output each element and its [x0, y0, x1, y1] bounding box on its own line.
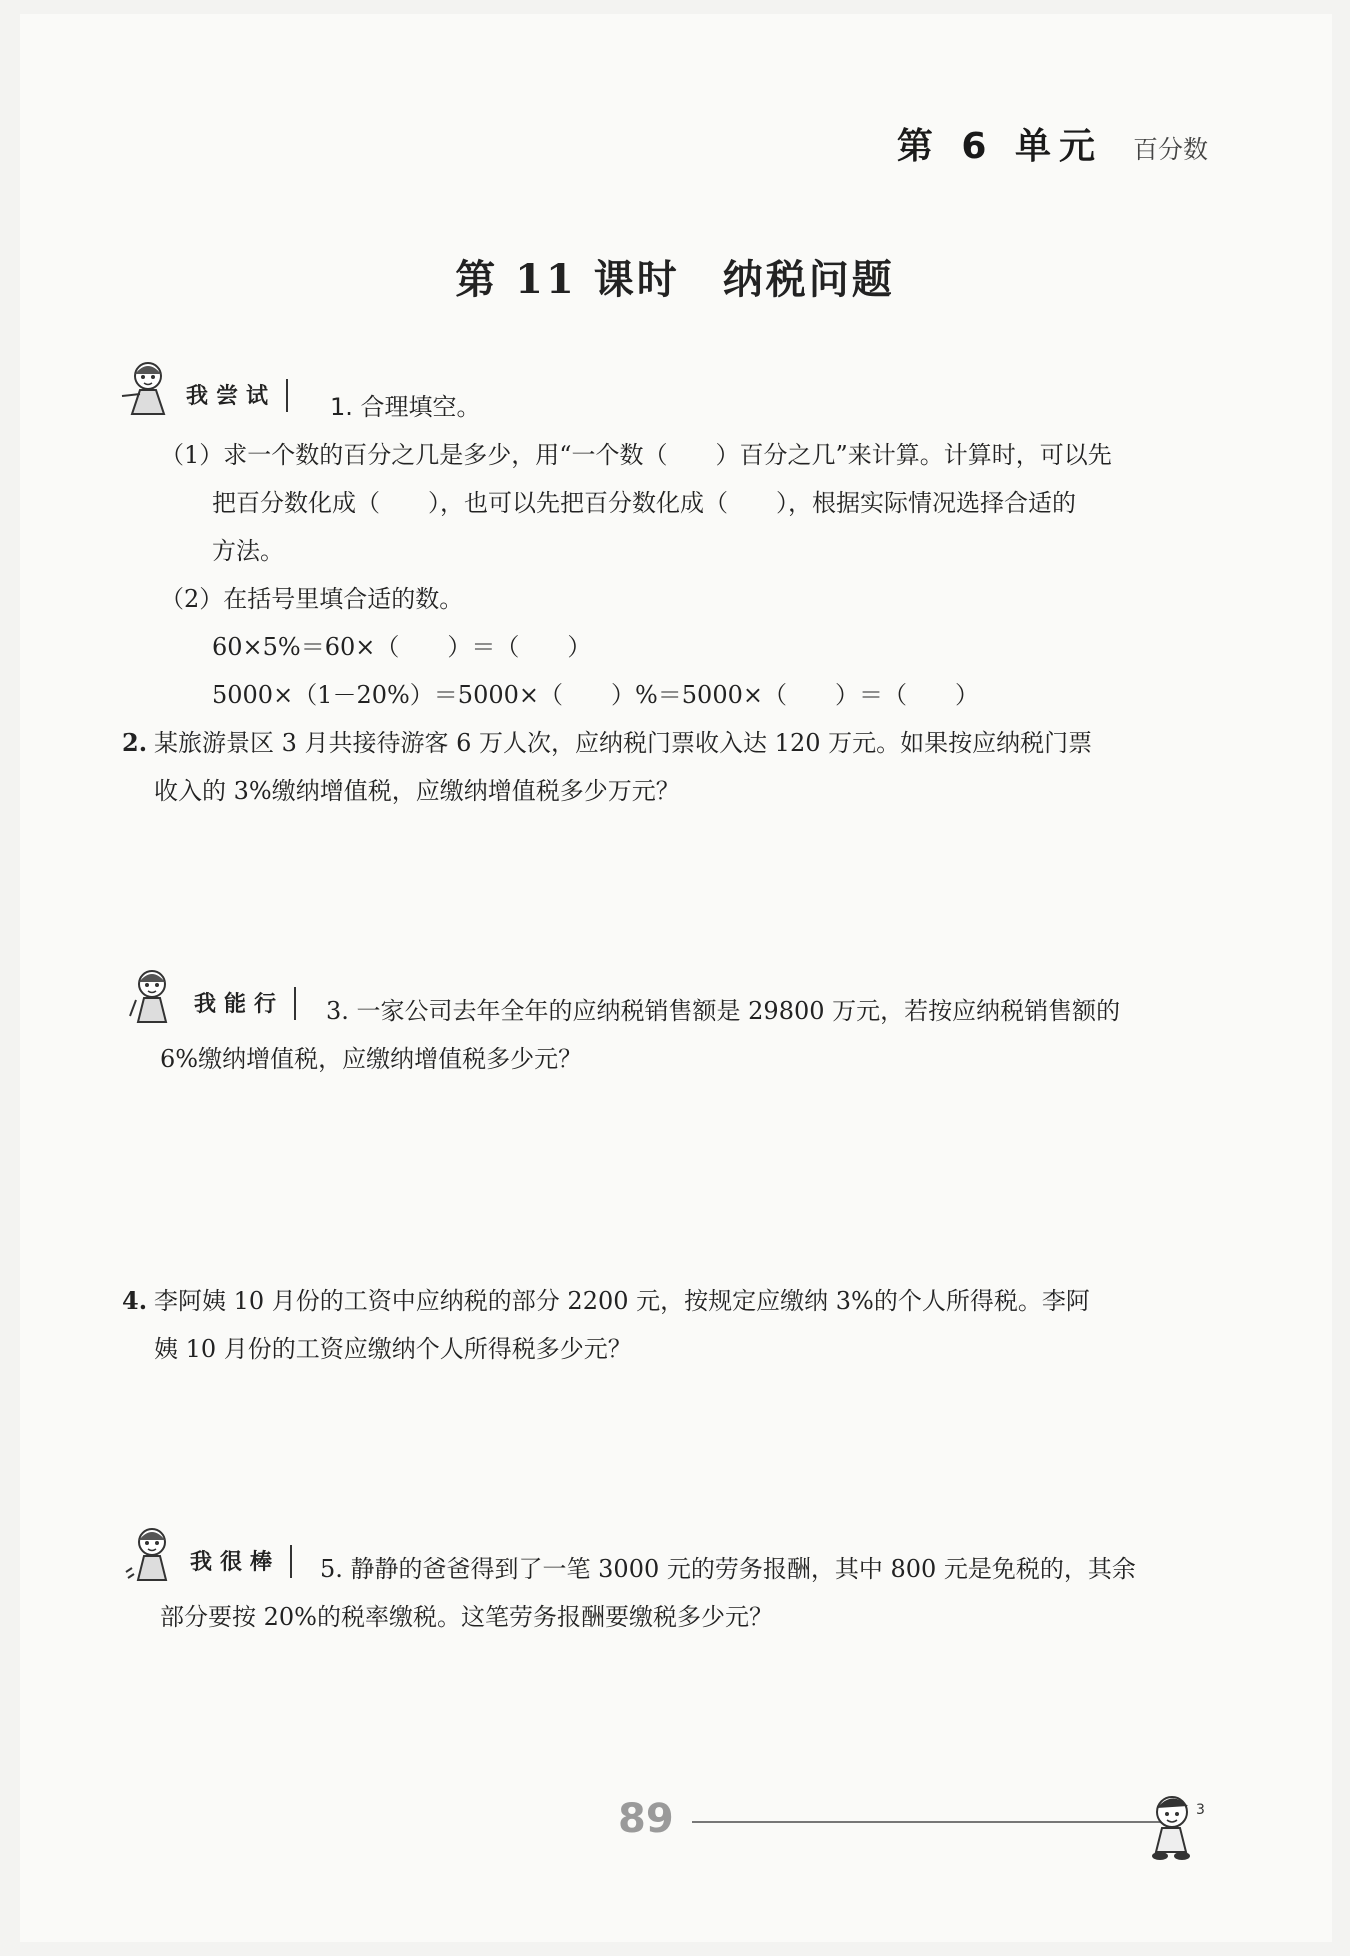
boy-mascot-icon	[1142, 1790, 1208, 1862]
page-footer	[618, 1796, 1162, 1842]
q3-line1: 3. 一家公司去年全年的应纳税销售额是 29800 万元，若按应纳税销售额的	[326, 997, 1121, 1025]
q4-number: 4.	[122, 1286, 148, 1315]
q5-line2: 部分要按 20%的税率缴税。这笔劳务报酬要缴税多少元？	[160, 1603, 773, 1631]
girl-mascot-icon	[118, 356, 182, 420]
girl-mascot-icon	[126, 964, 190, 1028]
unit-title: 第 6 单元	[889, 118, 1111, 175]
q1-part1-line3: 方法。	[212, 537, 284, 565]
q1-part2-equation2: 5000×（1－20%）＝5000×（ ）%＝5000×（ ）＝（ ）	[212, 681, 979, 709]
section-try	[118, 356, 288, 420]
q1-part2-equation1: 60×5%＝60×（ ）＝（ ）	[212, 633, 592, 661]
q1-part2-title: （2）在括号里填合适的数。	[160, 585, 464, 613]
q1-part1-line1: （1）求一个数的百分之几是多少，用“一个数（ ）百分之几”来计算。计算时，可以先	[160, 441, 1112, 469]
section-can	[126, 964, 296, 1028]
unit-header	[889, 118, 1208, 175]
lesson-title: 第 11 课时 纳税问题	[455, 256, 895, 303]
q5-line1: 5. 静静的爸爸得到了一笔 3000 元的劳务报酬，其中 800 元是免税的，其余	[320, 1555, 1136, 1583]
q2-line2: 收入的 3%缴纳增值税，应缴纳增值税多少万元？	[154, 777, 680, 805]
q4-line1: 李阿姨 10 月份的工资中应纳税的部分 2200 元，按规定应缴纳 3%的个人所得税。李阿	[154, 1287, 1090, 1315]
footer-rule	[692, 1821, 1162, 1823]
footer-mascot-mark: 3	[1196, 1802, 1205, 1818]
section-label-try: 我尝试	[178, 379, 288, 412]
q2-line1: 某旅游景区 3 月共接待游客 6 万人次，应纳税门票收入达 120 万元。如果按应纳税门票	[154, 729, 1093, 757]
section-label-can: 我能行	[186, 987, 296, 1020]
q1-part1-line2: 把百分数化成（ ），也可以先把百分数化成（ ），根据实际情况选择合适的	[212, 489, 1076, 517]
girl-mascot-icon	[122, 1522, 186, 1586]
q2-number: 2.	[122, 728, 148, 757]
unit-subtitle: 百分数	[1132, 135, 1208, 164]
q1-title: 1. 合理填空。	[330, 393, 481, 421]
q3-line2: 6%缴纳增值税，应缴纳增值税多少元？	[160, 1045, 583, 1073]
section-great	[122, 1522, 292, 1586]
section-label-great: 我很棒	[182, 1545, 292, 1578]
page-number: 89	[618, 1796, 674, 1842]
q4-line2: 姨 10 月份的工资应缴纳个人所得税多少元？	[154, 1335, 632, 1363]
